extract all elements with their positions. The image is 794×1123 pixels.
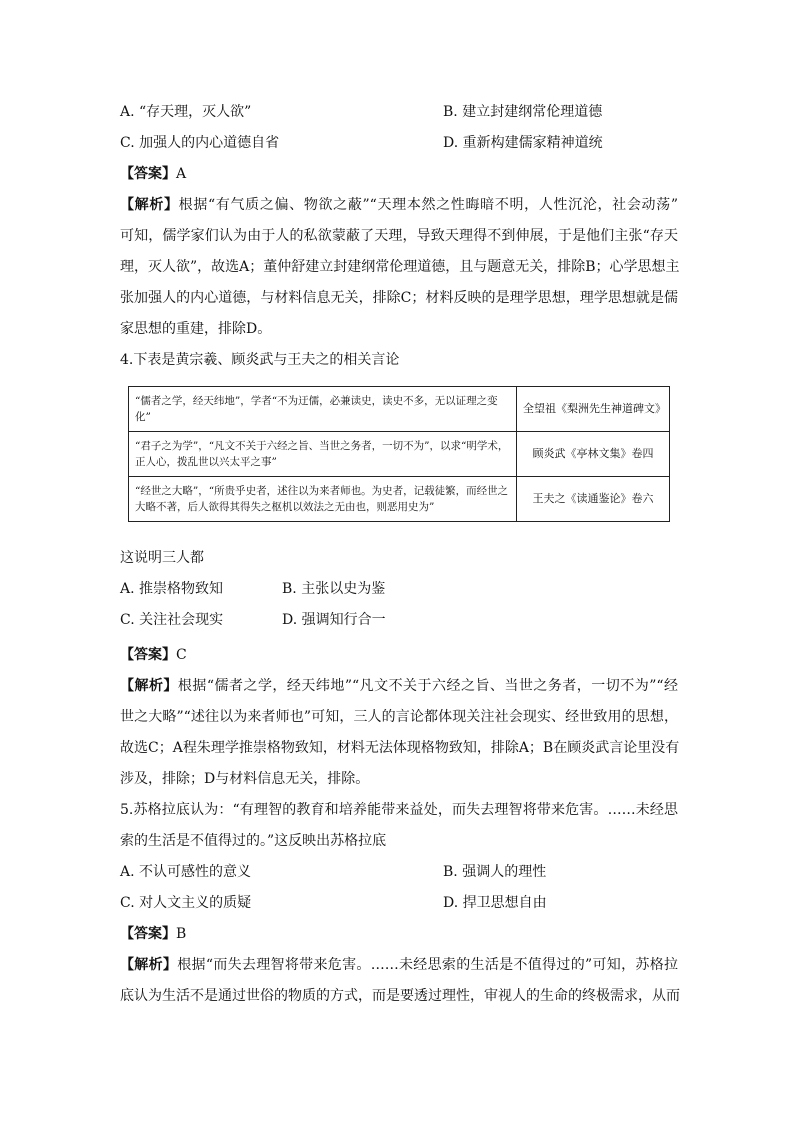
q4-analysis-line: 故选C；A程朱理学推崇格物致知，材料无法体现格物致知，排除A；B在顾炎武言论里没有 [120, 740, 680, 756]
answer-tag: 【答案】 [120, 166, 176, 182]
q5-option-d: D. 捍卫思想自由 [443, 895, 547, 911]
q5-answer [120, 924, 186, 944]
q3-option-c: C. 加强人的内心道德自省 [120, 135, 280, 151]
quote-cell: “儒者之学，经天纬地”，学者“不为迂儒，必兼读史，读史不多，无以证理之变化” [129, 387, 517, 432]
q3-analysis-line: 张加强人的内心道德，与材料信息无关，排除C；材料反映的是理学思想，理学思想就是儒 [120, 290, 678, 306]
q4-answer [120, 645, 187, 665]
q4-analysis-line: 涉及，排除；D与材料信息无关，排除。 [120, 771, 370, 787]
q4-option-b: B. 主张以史为鉴 [282, 581, 386, 597]
q4-analysis-line: 世之大略”“述往以为来者师也”可知，三人的言论都体现关注社会现实、经世致用的思想， [120, 709, 678, 725]
q5-analysis-line [120, 955, 678, 975]
q4-option-c: C. 关注社会现实 [120, 612, 224, 628]
q4-option-a: A. 推崇格物致知 [120, 581, 224, 597]
q5-stem-line: 索的生活是不值得过的。”这反映出苏格拉底 [120, 833, 387, 849]
q3-analysis-line: 可知，儒学家们认为由于人的私欲蒙蔽了天理，导致天理得不到伸展，于是他们主张“存天 [120, 228, 678, 244]
q3-option-a: A. “存天理，灭人欲” [120, 104, 252, 120]
source-cell: 全望祖《梨洲先生神道碑文》 [517, 387, 670, 432]
q3-option-d: D. 重新构建儒家精神道统 [443, 135, 603, 151]
answer-value: C [176, 647, 187, 663]
q5-option-a: A. 不认可感性的意义 [120, 864, 252, 880]
q4-quote-table [128, 386, 670, 522]
q5-stem-line: 5.苏格拉底认为：“有理智的教育和培养能带来益处，而失去理智将带来危害。……未经思 [120, 802, 678, 818]
table-row [129, 432, 670, 477]
q4-stem: 4.下表是黄宗羲、顾炎武与王夫之的相关言论 [120, 352, 400, 368]
source-cell: 顾炎武《亭林文集》卷四 [517, 432, 670, 477]
analysis-tag: 【解析】 [120, 197, 179, 213]
answer-value: A [176, 166, 187, 182]
q5-option-b: B. 强调人的理性 [443, 864, 547, 880]
quote-cell: “经世之大略”，“所贵乎史者，述往以为来者师也。为史者，记载徒繁，而经世之大略不著，后人欲得其得失之枢机以效法之无由也，则恶用史为” [129, 477, 517, 522]
analysis-text: 根据“而失去理智将带来危害。……未经思索的生活是不值得过的”可知，苏格拉 [177, 957, 679, 973]
q5-option-c: C. 对人文主义的质疑 [120, 895, 252, 911]
q3-analysis-line [120, 195, 678, 215]
q3-option-b: B. 建立封建纲常伦理道德 [443, 104, 603, 120]
answer-tag: 【答案】 [120, 926, 176, 942]
quote-cell: “君子之为学”，“凡文不关于六经之旨、当世之务者，一切不为”，以求“明学术，正人心，拨乱世以兴太平之事” [129, 432, 517, 477]
table-row [129, 387, 670, 432]
q4-option-d: D. 强调知行合一 [282, 612, 386, 628]
analysis-tag: 【解析】 [120, 957, 178, 973]
source-cell: 王夫之《读通鉴论》卷六 [517, 477, 670, 522]
analysis-text: 根据“儒者之学，经天纬地”“凡文不关于六经之旨、当世之务者，一切不为”“经 [177, 678, 678, 694]
q3-answer [120, 164, 186, 184]
q5-analysis-line: 底认为生活不是通过世俗的物质的方式，而是要透过理性，审视人的生命的终极需求，从而 [120, 988, 680, 1004]
answer-tag: 【答案】 [120, 647, 176, 663]
analysis-text: 根据“有气质之偏、物欲之蔽”“天理本然之性晦暗不明，人性沉沦，社会动荡” [178, 197, 678, 213]
q4-analysis-line [120, 676, 678, 696]
analysis-tag: 【解析】 [120, 678, 178, 694]
q3-analysis-line: 理，灭人欲”，故选A；董仲舒建立封建纲常伦理道德，且与题意无关，排除B；心学思想主 [120, 259, 680, 275]
q4-question: 这说明三人都 [120, 550, 204, 566]
table-row [129, 477, 670, 522]
q3-analysis-line: 家思想的重建，排除D。 [120, 321, 272, 337]
answer-value: B [176, 926, 187, 942]
